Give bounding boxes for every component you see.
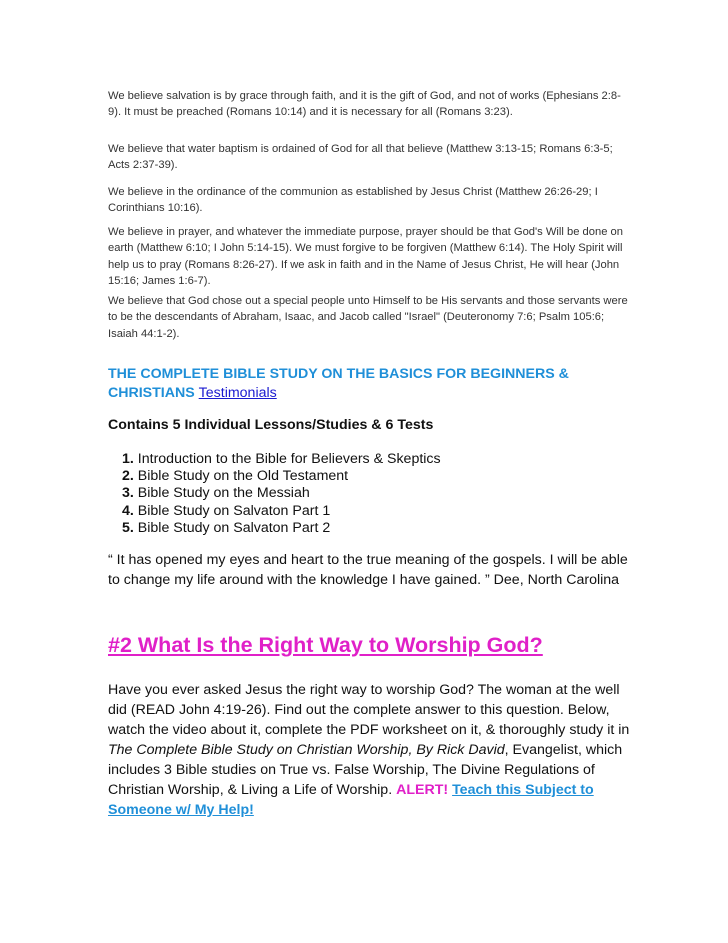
lesson-number: 2. <box>122 468 134 485</box>
lesson-title: Introduction to the Bible for Believers & Skeptics <box>137 451 441 467</box>
lesson-title: Bible Study on the Messiah <box>137 485 310 502</box>
list-item <box>122 468 441 485</box>
testimonials-link[interactable]: Testimonials <box>198 385 277 401</box>
lesson-number: 4. <box>122 502 134 519</box>
list-item <box>122 451 441 468</box>
testimonial-quote: “ It has opened my eyes and heart to the true meaning of the gospels. I will be able to change my life around with the knowledge I have gained. ” Dee, North Carolina <box>108 552 628 588</box>
lesson-title: Bible Study on Salvaton Part 2 <box>137 519 331 536</box>
alert-label: ALERT! <box>396 782 449 798</box>
belief-communion: We believe in the ordinance of the communion as established by Jesus Christ (Matthew 26:26-29; I Corinthians 10:16). <box>108 186 598 215</box>
lesson-list <box>122 451 441 537</box>
worship-paragraph <box>108 680 633 820</box>
worship-body-end: , Evangelist, which includes 3 Bible studies on True vs. False Worship, The Divine Regulations of Christian Worship, & Living a Life of Worship. <box>108 742 623 798</box>
lesson-number: 3. <box>122 485 134 502</box>
worship-body-start: Have you ever asked Jesus the right way to worship God? The woman at the well did (READ John 4:19-26). Find out the complete answer to this question. Below, watch the video about it, complete the PDF worksheet on it, & thoroughly study it in <box>108 682 630 738</box>
list-item <box>122 485 441 502</box>
worship-heading: #2 What Is the Right Way to Worship God? <box>108 633 543 657</box>
lesson-number: 5. <box>122 519 134 536</box>
belief-baptism: We believe that water baptism is ordained of God for all that believe (Matthew 3:13-15; Romans 6:3-5; Acts 2:37-39). <box>108 143 613 172</box>
lesson-title: Bible Study on Salvaton Part 1 <box>137 502 331 519</box>
lesson-title: Bible Study on the Old Testament <box>137 468 349 485</box>
list-item <box>122 520 441 537</box>
book-title: The Complete Bible Study on Christian Worship, By Rick David <box>108 742 505 758</box>
lesson-number: 1. <box>122 451 134 467</box>
contains-summary: Contains 5 Individual Lessons/Studies & 6 Tests <box>108 417 434 433</box>
list-item <box>122 503 441 520</box>
belief-israel: We believe that God chose out a special people unto Himself to be His servants and those servants were to be the descendants of Abraham, Isaac, and Jacob called "Israel" (Deuteronomy 7:6; Psalm 105:6; Isaiah 44:1-2). <box>108 295 628 340</box>
study-heading <box>108 365 628 403</box>
study-title: THE COMPLETE BIBLE STUDY ON THE BASICS FOR BEGINNERS & CHRISTIANS <box>108 366 569 401</box>
belief-salvation: We believe salvation is by grace through faith, and it is the gift of God, and not of works (Ephesians 2:8-9). It must be preached (Romans 10:14) and it is necessary for all (Romans 3:23). <box>108 90 621 119</box>
belief-prayer: We believe in prayer, and whatever the immediate purpose, prayer should be that God's Will be done on earth (Matthew 6:10; I John 5:14-15). We must forgive to be forgiven (Matthew 6:14). The Holy Spirit will help us to pray (Romans 8:26-27). If we ask in faith and in the Name of Jesus Christ, He will hear (John 15:16; James 1:6-7). <box>108 226 623 288</box>
teach-subject-link[interactable]: Teach this Subject to Someone w/ My Help! <box>108 782 594 818</box>
